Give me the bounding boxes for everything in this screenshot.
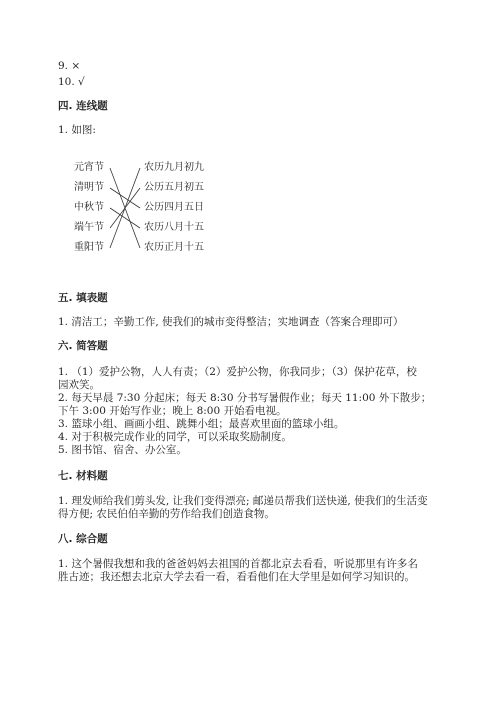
section-6-line: 下午 3:00 开始写作业；晚上 8:00 开始看电视。: [58, 405, 287, 417]
right-item: 公历四月五日: [144, 202, 204, 213]
section-4-title: 四. 连线题: [58, 100, 108, 112]
section-8-title: 八. 综合题: [58, 533, 108, 545]
left-item: 重阳节: [74, 242, 104, 253]
section-6-line: 1. （1）爱护公物，人人有责；（2）爱护公物，你我同步；（3）保护花草，校: [58, 366, 417, 378]
section-8-line: 1. 这个暑假我想和我的爸爸妈妈去祖国的首都北京去看看，听说那里有许多名: [58, 558, 418, 570]
section-6-line: 2. 每天早晨 7:30 分起床；每天 8:30 分书写暑假作业；每天 11:00 外下散步；: [58, 392, 432, 404]
section-7-line: 得方便; 农民伯伯辛勤的劳作给我们创造食物。: [58, 508, 275, 520]
answer-9: 9. ×: [58, 60, 81, 72]
section-6-line: 4. 对于积极完成作业的同学，可以采取奖励制度。: [58, 431, 292, 443]
left-item: 中秋节: [74, 202, 104, 213]
left-item: 元宵节: [74, 162, 104, 173]
section-8-line: 胜古迹；我还想去北京大学去看一看，看看他们在大学里是如何学习知识的。: [58, 571, 415, 583]
section-6-line: 园欢笑。: [58, 379, 100, 391]
section-6-line: 5. 图书馆、宿舍、办公室。: [58, 444, 187, 456]
right-item: 农历正月十五: [144, 242, 204, 253]
section-7-line: 1. 理发师给我们剪头发, 让我们变得漂亮; 邮递员帮我们送快递, 使我们的生活变: [58, 495, 428, 507]
left-item: 清明节: [74, 182, 104, 193]
section-6-line: 3. 篮球小组、画画小组、跳舞小组；最喜欢里面的篮球小组。: [58, 418, 345, 430]
left-item: 端午节: [74, 222, 104, 233]
section-4-q1: 1. 如图:: [58, 124, 96, 136]
right-item: 农历九月初九: [144, 162, 204, 173]
section-7-title: 七. 材料题: [58, 470, 108, 482]
answer-10: 10. √: [58, 76, 85, 88]
section-5-answer: 1. 清洁工；辛勤工作, 使我们的城市变得整洁；实地调查（答案合理即可）: [58, 316, 404, 328]
section-5-title: 五. 填表题: [58, 292, 108, 304]
matching-diagram: [70, 152, 220, 262]
section-6-title: 六. 简答题: [58, 340, 108, 352]
right-item: 公历五月初五: [144, 182, 204, 193]
right-item: 农历八月十五: [144, 222, 204, 233]
